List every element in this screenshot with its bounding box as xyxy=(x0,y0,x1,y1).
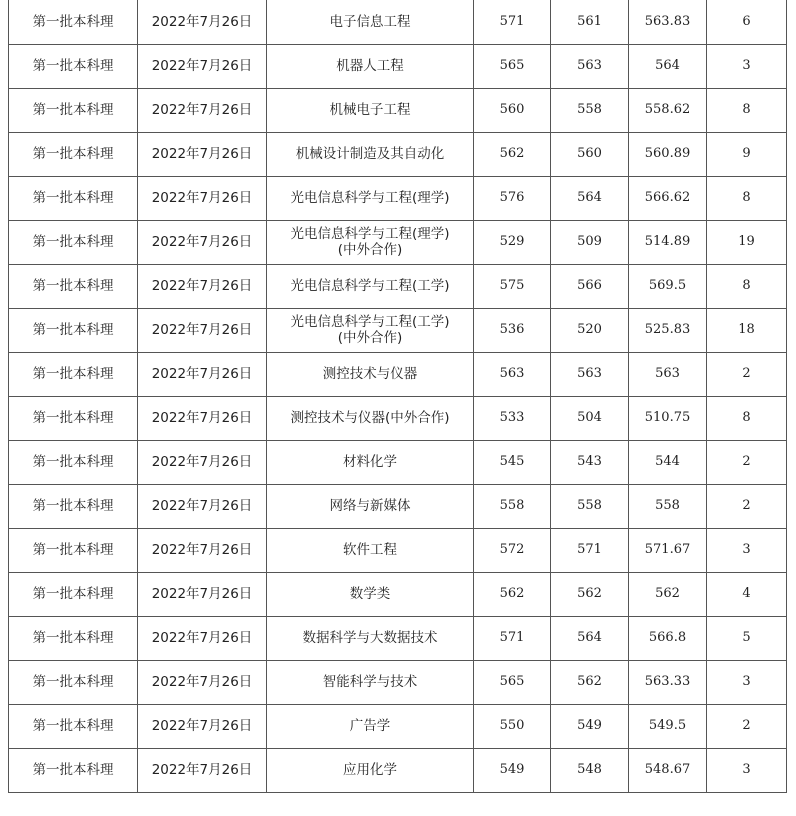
avg-score-cell: 560.89 xyxy=(629,132,707,176)
table-row xyxy=(9,616,787,660)
major-name-line: 光电信息科学与工程(理学) xyxy=(290,190,450,206)
major-cell xyxy=(267,660,474,704)
table-row xyxy=(9,704,787,748)
max-score-cell: 536 xyxy=(474,308,551,352)
max-score-cell: 571 xyxy=(474,0,551,44)
count-cell: 4 xyxy=(707,572,787,616)
count-cell: 2 xyxy=(707,440,787,484)
min-score-cell: 504 xyxy=(551,396,629,440)
date-cell: 2022年7月26日 xyxy=(138,88,267,132)
major-name-line: (中外合作) xyxy=(337,242,403,258)
min-score-cell: 564 xyxy=(551,616,629,660)
major-name-line: 光电信息科学与工程(工学) xyxy=(290,314,450,330)
avg-score-cell: 514.89 xyxy=(629,220,707,264)
table-row xyxy=(9,132,787,176)
date-cell: 2022年7月26日 xyxy=(138,572,267,616)
batch-cell: 第一批本科理 xyxy=(9,528,138,572)
major-cell xyxy=(267,440,474,484)
min-score-cell: 571 xyxy=(551,528,629,572)
avg-score-cell: 563 xyxy=(629,352,707,396)
date-cell: 2022年7月26日 xyxy=(138,748,267,792)
batch-cell: 第一批本科理 xyxy=(9,704,138,748)
count-cell: 3 xyxy=(707,748,787,792)
major-cell xyxy=(267,308,474,352)
table-row xyxy=(9,44,787,88)
count-cell: 18 xyxy=(707,308,787,352)
date-cell: 2022年7月26日 xyxy=(138,308,267,352)
table-body xyxy=(9,0,787,792)
table-row xyxy=(9,220,787,264)
min-score-cell: 564 xyxy=(551,176,629,220)
batch-cell: 第一批本科理 xyxy=(9,0,138,44)
date-cell: 2022年7月26日 xyxy=(138,528,267,572)
major-name-line: 软件工程 xyxy=(343,542,397,558)
max-score-cell: 563 xyxy=(474,352,551,396)
count-cell: 19 xyxy=(707,220,787,264)
count-cell: 2 xyxy=(707,704,787,748)
avg-score-cell: 563.83 xyxy=(629,0,707,44)
avg-score-cell: 566.62 xyxy=(629,176,707,220)
min-score-cell: 561 xyxy=(551,0,629,44)
major-cell xyxy=(267,352,474,396)
count-cell: 8 xyxy=(707,264,787,308)
max-score-cell: 576 xyxy=(474,176,551,220)
min-score-cell: 543 xyxy=(551,440,629,484)
avg-score-cell: 558 xyxy=(629,484,707,528)
major-name-line: 光电信息科学与工程(工学) xyxy=(290,278,450,294)
avg-score-cell: 564 xyxy=(629,44,707,88)
major-cell xyxy=(267,572,474,616)
count-cell: 8 xyxy=(707,88,787,132)
avg-score-cell: 544 xyxy=(629,440,707,484)
major-cell xyxy=(267,132,474,176)
min-score-cell: 560 xyxy=(551,132,629,176)
count-cell: 8 xyxy=(707,396,787,440)
count-cell: 2 xyxy=(707,484,787,528)
date-cell: 2022年7月26日 xyxy=(138,352,267,396)
batch-cell: 第一批本科理 xyxy=(9,616,138,660)
major-name-line: 应用化学 xyxy=(343,762,397,778)
major-cell xyxy=(267,704,474,748)
major-cell xyxy=(267,748,474,792)
avg-score-cell: 566.8 xyxy=(629,616,707,660)
batch-cell: 第一批本科理 xyxy=(9,132,138,176)
date-cell: 2022年7月26日 xyxy=(138,132,267,176)
count-cell: 9 xyxy=(707,132,787,176)
major-cell xyxy=(267,396,474,440)
avg-score-cell: 510.75 xyxy=(629,396,707,440)
table-row xyxy=(9,440,787,484)
table-row xyxy=(9,396,787,440)
min-score-cell: 558 xyxy=(551,484,629,528)
major-name-line: 测控技术与仪器 xyxy=(322,366,418,382)
major-cell xyxy=(267,88,474,132)
max-score-cell: 572 xyxy=(474,528,551,572)
major-name-line: 机械设计制造及其自动化 xyxy=(295,146,445,162)
min-score-cell: 562 xyxy=(551,660,629,704)
avg-score-cell: 558.62 xyxy=(629,88,707,132)
table-row xyxy=(9,528,787,572)
table-row xyxy=(9,308,787,352)
count-cell: 8 xyxy=(707,176,787,220)
max-score-cell: 560 xyxy=(474,88,551,132)
min-score-cell: 520 xyxy=(551,308,629,352)
major-name-line: 光电信息科学与工程(理学) xyxy=(290,226,450,242)
major-name-line: 材料化学 xyxy=(343,454,397,470)
max-score-cell: 533 xyxy=(474,396,551,440)
major-name-line: 机器人工程 xyxy=(336,58,404,74)
table-row xyxy=(9,572,787,616)
major-name-line: 智能科学与技术 xyxy=(322,674,418,690)
date-cell: 2022年7月26日 xyxy=(138,176,267,220)
count-cell: 5 xyxy=(707,616,787,660)
date-cell: 2022年7月26日 xyxy=(138,440,267,484)
admission-score-table xyxy=(8,0,787,793)
min-score-cell: 548 xyxy=(551,748,629,792)
batch-cell: 第一批本科理 xyxy=(9,660,138,704)
major-name-line: 网络与新媒体 xyxy=(329,498,411,514)
major-name-line: 电子信息工程 xyxy=(329,13,411,30)
major-name-line: 数据科学与大数据技术 xyxy=(302,630,438,646)
batch-cell: 第一批本科理 xyxy=(9,440,138,484)
avg-score-cell: 548.67 xyxy=(629,748,707,792)
table-row xyxy=(9,0,787,44)
count-cell: 3 xyxy=(707,528,787,572)
date-cell: 2022年7月26日 xyxy=(138,44,267,88)
avg-score-cell: 571.67 xyxy=(629,528,707,572)
date-cell: 2022年7月26日 xyxy=(138,484,267,528)
batch-cell: 第一批本科理 xyxy=(9,220,138,264)
date-cell: 2022年7月26日 xyxy=(138,704,267,748)
batch-cell: 第一批本科理 xyxy=(9,748,138,792)
major-cell xyxy=(267,0,474,44)
major-name-line: 数学类 xyxy=(349,586,391,602)
table-row xyxy=(9,484,787,528)
batch-cell: 第一批本科理 xyxy=(9,264,138,308)
min-score-cell: 566 xyxy=(551,264,629,308)
min-score-cell: 549 xyxy=(551,704,629,748)
date-cell: 2022年7月26日 xyxy=(138,616,267,660)
batch-cell: 第一批本科理 xyxy=(9,572,138,616)
avg-score-cell: 525.83 xyxy=(629,308,707,352)
major-name-line: 广告学 xyxy=(349,718,391,734)
batch-cell: 第一批本科理 xyxy=(9,88,138,132)
max-score-cell: 565 xyxy=(474,44,551,88)
batch-cell: 第一批本科理 xyxy=(9,44,138,88)
batch-cell: 第一批本科理 xyxy=(9,176,138,220)
count-cell: 2 xyxy=(707,352,787,396)
date-cell: 2022年7月26日 xyxy=(138,396,267,440)
avg-score-cell: 563.33 xyxy=(629,660,707,704)
max-score-cell: 545 xyxy=(474,440,551,484)
avg-score-cell: 562 xyxy=(629,572,707,616)
count-cell: 3 xyxy=(707,660,787,704)
max-score-cell: 529 xyxy=(474,220,551,264)
max-score-cell: 562 xyxy=(474,132,551,176)
max-score-cell: 549 xyxy=(474,748,551,792)
min-score-cell: 563 xyxy=(551,44,629,88)
count-cell: 3 xyxy=(707,44,787,88)
date-cell: 2022年7月26日 xyxy=(138,264,267,308)
date-cell: 2022年7月26日 xyxy=(138,660,267,704)
major-cell xyxy=(267,264,474,308)
date-cell: 2022年7月26日 xyxy=(138,220,267,264)
table-row xyxy=(9,88,787,132)
min-score-cell: 558 xyxy=(551,88,629,132)
avg-score-cell: 569.5 xyxy=(629,264,707,308)
batch-cell: 第一批本科理 xyxy=(9,396,138,440)
count-cell: 6 xyxy=(707,0,787,44)
major-cell xyxy=(267,528,474,572)
max-score-cell: 575 xyxy=(474,264,551,308)
batch-cell: 第一批本科理 xyxy=(9,308,138,352)
major-cell xyxy=(267,176,474,220)
table-row xyxy=(9,352,787,396)
avg-score-cell: 549.5 xyxy=(629,704,707,748)
min-score-cell: 563 xyxy=(551,352,629,396)
major-cell xyxy=(267,616,474,660)
major-cell xyxy=(267,44,474,88)
table-row xyxy=(9,176,787,220)
table-row xyxy=(9,264,787,308)
max-score-cell: 562 xyxy=(474,572,551,616)
min-score-cell: 509 xyxy=(551,220,629,264)
batch-cell: 第一批本科理 xyxy=(9,352,138,396)
table-row xyxy=(9,660,787,704)
date-cell: 2022年7月26日 xyxy=(138,0,267,44)
batch-cell: 第一批本科理 xyxy=(9,484,138,528)
major-cell xyxy=(267,484,474,528)
major-name-line: 机械电子工程 xyxy=(329,102,411,118)
max-score-cell: 565 xyxy=(474,660,551,704)
major-name-line: (中外合作) xyxy=(337,330,403,346)
max-score-cell: 558 xyxy=(474,484,551,528)
min-score-cell: 562 xyxy=(551,572,629,616)
max-score-cell: 550 xyxy=(474,704,551,748)
table-row xyxy=(9,748,787,792)
major-cell xyxy=(267,220,474,264)
major-name-line: 测控技术与仪器(中外合作) xyxy=(290,410,450,426)
max-score-cell: 571 xyxy=(474,616,551,660)
